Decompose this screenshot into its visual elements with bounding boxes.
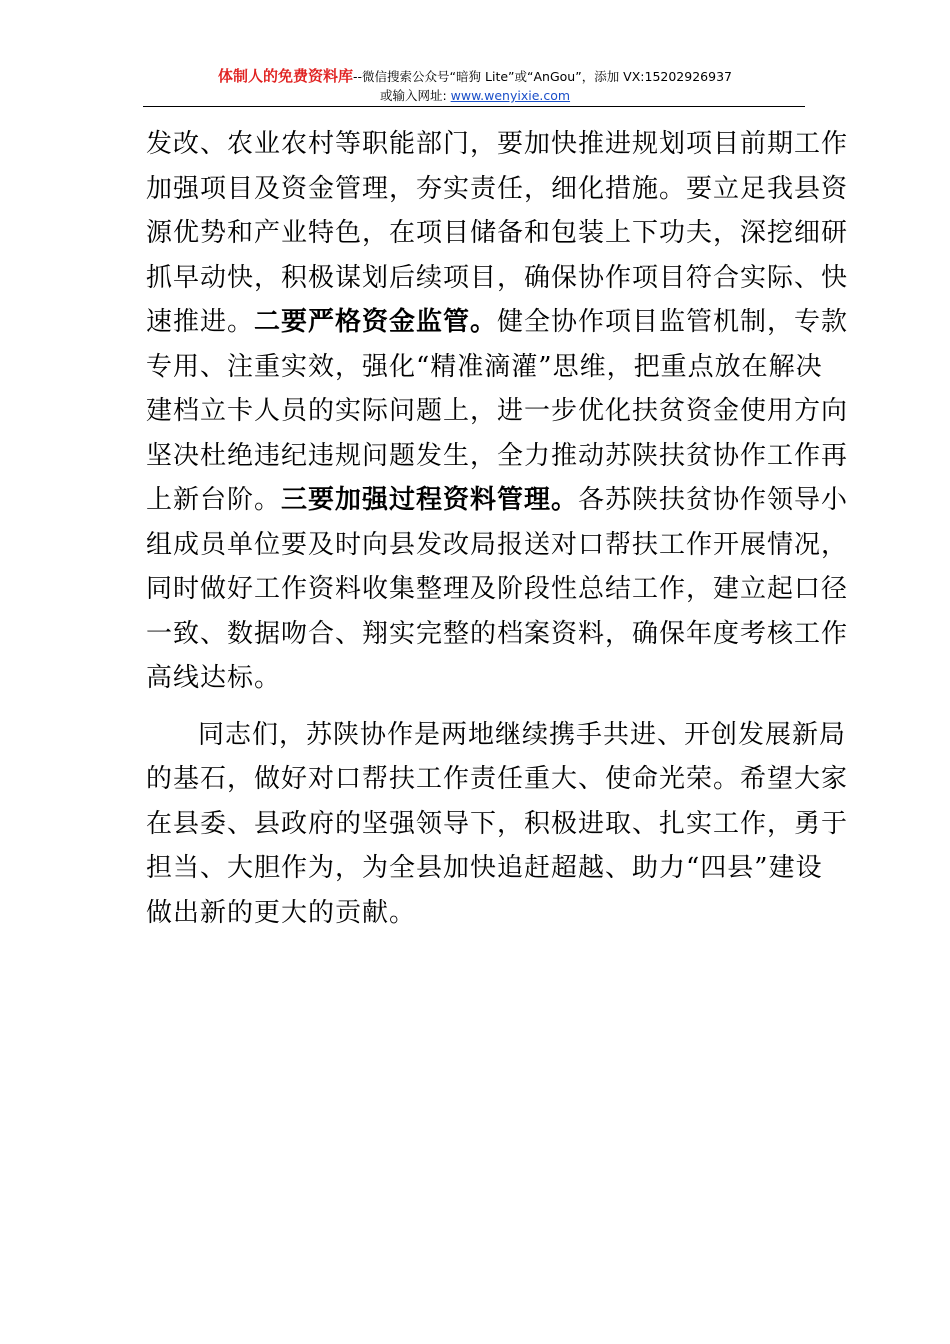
text-line <box>146 478 849 523</box>
text-line: 源优势和产业特色，在项目储备和包装上下功夫，深挖细研 <box>146 218 849 248</box>
paragraph-1 <box>146 122 849 701</box>
text-line: 同志们，苏陕协作是两地继续携手共进、开创发展新局 <box>198 719 847 750</box>
text-run: 各苏陕扶贫协作领导小 <box>578 485 849 515</box>
url-prefix: 或输入网址: <box>379 88 451 103</box>
paragraph-gap <box>146 701 806 713</box>
text-line: 的基石，做好对口帮扶工作责任重大、使命光荣。希望大家 <box>146 764 849 794</box>
text-line: 做出新的更大的贡献。 <box>146 897 417 928</box>
text-line: 担当、大胆作为，为全县加快追赶超越、助力“四县”建设 <box>146 853 823 883</box>
text-line: 抓早动快，积极谋划后续项目，确保协作项目符合实际、快 <box>146 262 849 293</box>
text-line: 坚决杜绝违纪违规问题发生，全力推动苏陕扶贫协作工作再 <box>146 440 849 471</box>
bold-heading-3: 三要加强过程资料管理。 <box>281 485 579 515</box>
text-line: 专用、注重实效，强化“精准滴灌”思维，把重点放在解决 <box>146 351 823 382</box>
header-line-1 <box>0 66 950 87</box>
bold-heading-2: 二要严格资金监管。 <box>254 307 498 337</box>
text-run: 健全协作项目监管机制，专款 <box>497 307 849 337</box>
website-link[interactable]: www.wenyixie.com <box>450 88 571 103</box>
brand-name: 体制人的免费资料库 <box>218 67 354 85</box>
text-line: 高线达标。 <box>146 663 282 693</box>
text-run: 上新台阶。 <box>146 485 282 515</box>
header-divider <box>143 106 805 107</box>
paragraph-2 <box>146 713 849 936</box>
document-body <box>146 122 849 935</box>
text-line: 建档立卡人员的实际问题上，进一步优化扶贫资金使用方向 <box>146 396 849 426</box>
page-header <box>0 66 950 105</box>
text-line: 加强项目及资金管理，夯实责任，细化措施。要立足我县资 <box>146 173 849 204</box>
header-promo-text: --微信搜索公众号“暗狗 Lite”或“AnGou”，添加 VX:15202926937 <box>353 69 732 84</box>
header-line-2 <box>0 87 950 105</box>
text-line: 一致、数据吻合、翔实完整的档案资料，确保年度考核工作 <box>146 618 849 649</box>
text-line: 在县委、县政府的坚强领导下，积极进取、扎实工作，勇于 <box>146 808 849 839</box>
text-line: 组成员单位要及时向县发改局报送对口帮扶工作开展情况， <box>146 529 849 560</box>
text-line: 发改、农业农村等职能部门，要加快推进规划项目前期工作 <box>146 129 849 159</box>
text-line: 同时做好工作资料收集整理及阶段性总结工作，建立起口径 <box>146 574 849 604</box>
text-run: 速推进。 <box>146 307 255 337</box>
text-line <box>146 300 849 345</box>
